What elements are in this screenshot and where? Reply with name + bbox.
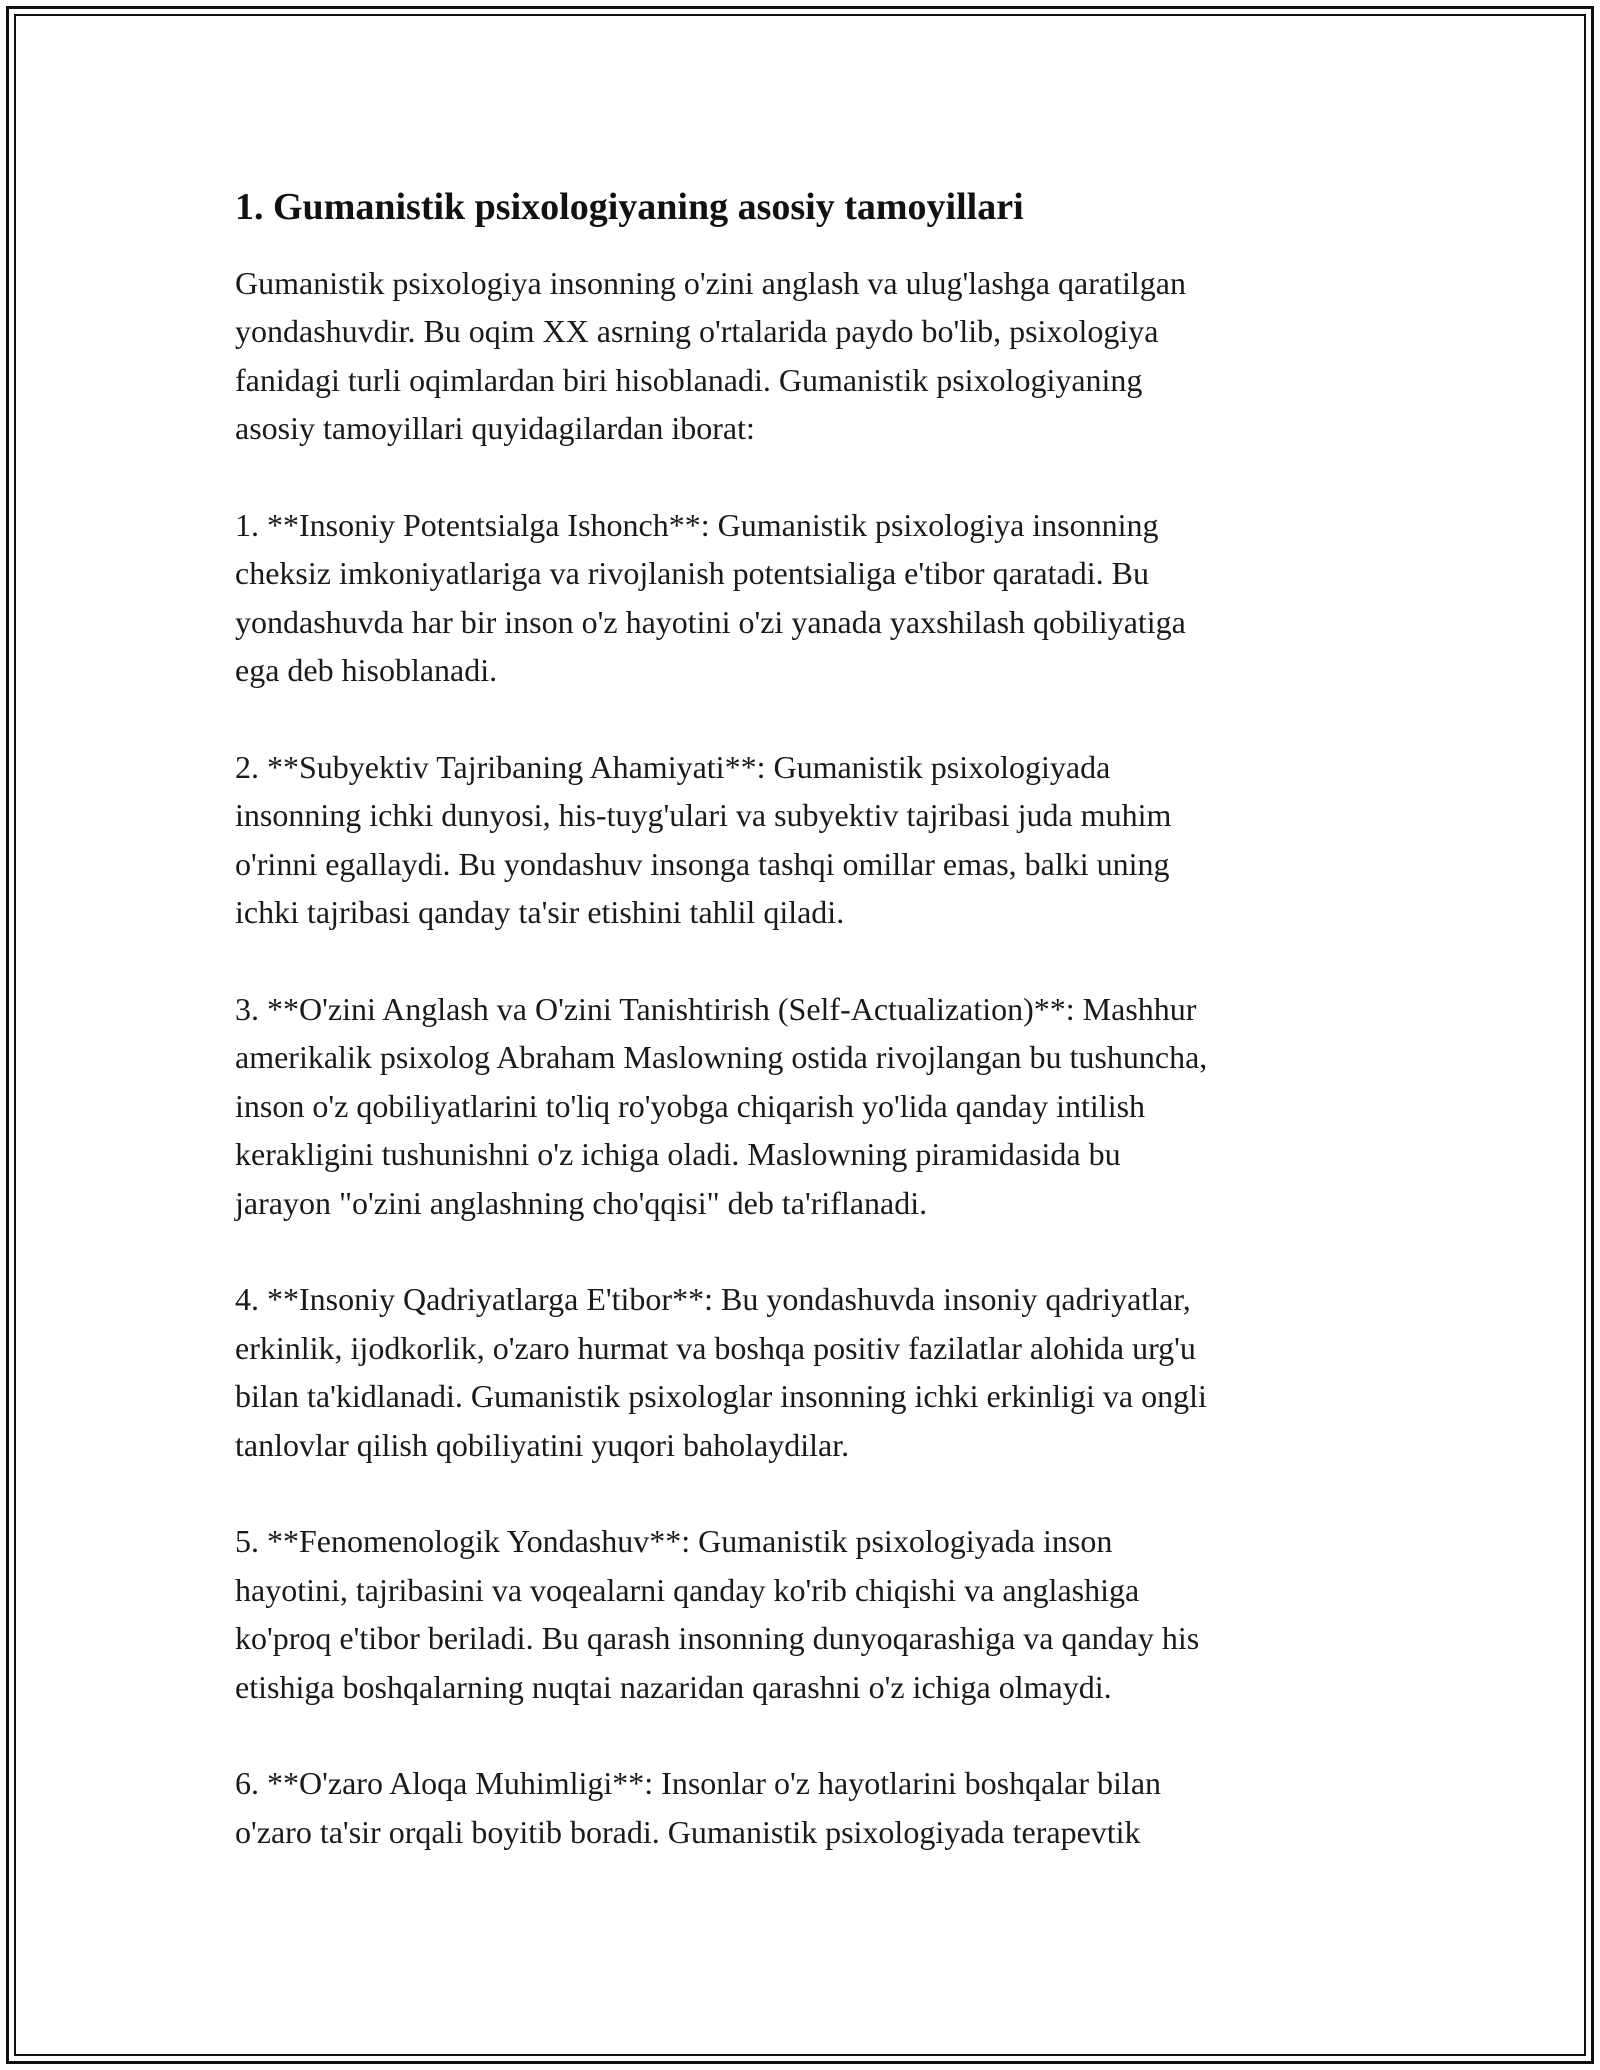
- document-body: [235, 185, 1375, 1904]
- intro-paragraph: Gumanistik psixologiya insonning o'zini anglash va ulug'lashga qaratilgan yondashuvdir. Bu oqim XX asrning o'rtalarida paydo bo'lib, psixologiya fanidagi turli oqimlardan biri hisoblanadi. Gumanistik psixologiyaning asosiy tamoyillari quyidagilardan iborat:: [235, 264, 1186, 447]
- principle-5-paragraph: 5. **Fenomenologik Yondashuv**: Gumanistik psixologiyada inson hayotini, tajribasini va voqealarni qanday ko'rib chiqishi va anglashiga ko'proq e'tibor beriladi. Bu qarash insonning dunyoqarashiga va qanday his etishiga boshqalarning nuqtai nazaridan qarashni o'z ichiga olmaydi.: [235, 1523, 1200, 1705]
- principle-3-paragraph: 3. **O'zini Anglash va O'zini Tanishtirish (Self-Actualization)**: Mashhur amerikalik psixolog Abraham Maslowning ostida rivojlangan bu tushuncha, inson o'z qobiliyatlarini to'liq ro'yobga chiqarish yo'lida qanday intilish kerakligini tushunishni o'z ichiga oladi. Maslowning piramidasida bu jarayon "o'zini anglashning cho'qqisi" deb ta'riflanadi.: [235, 990, 1208, 1221]
- document-heading: 1. Gumanistik psixologiyaning asosiy tamoyillari: [235, 186, 1024, 228]
- principle-1-paragraph: 1. **Insoniy Potentsialga Ishonch**: Gumanistik psixologiya insonning cheksiz imkoniyatlariga va rivojlanish potentsialiga e'tibor qaratadi. Bu yondashuvda har bir inson o'z hayotini o'zi yanada yaxshilash qobiliyatiga ega deb hisoblanadi.: [235, 506, 1186, 689]
- principle-2-paragraph: 2. **Subyektiv Tajribaning Ahamiyati**: Gumanistik psixologiyada insonning ichki dunyosi, his-tuyg'ulari va subyektiv tajribasi juda muhim o'rinni egallaydi. Bu yondashuv insonga tashqi omillar emas, balki uning ichki tajribasi qanday ta'sir etishini tahlil qiladi.: [235, 748, 1172, 931]
- principle-4-paragraph: 4. **Insoniy Qadriyatlarga E'tibor**: Bu yondashuvda insoniy qadriyatlar, erkinlik, ijodkorlik, o'zaro hurmat va boshqa positiv fazilatlar alohida urg'u bilan ta'kidlanadi. Gumanistik psixologlar insonning ichki erkinligi va ongli tanlovlar qilish qobiliyatini yuqori baholaydilar.: [235, 1281, 1207, 1463]
- principle-6-paragraph: 6. **O'zaro Aloqa Muhimligi**: Insonlar o'z hayotlarini boshqalar bilan o'zaro ta'sir orqali boyitib boradi. Gumanistik psixologiyada terapevtik: [235, 1765, 1162, 1850]
